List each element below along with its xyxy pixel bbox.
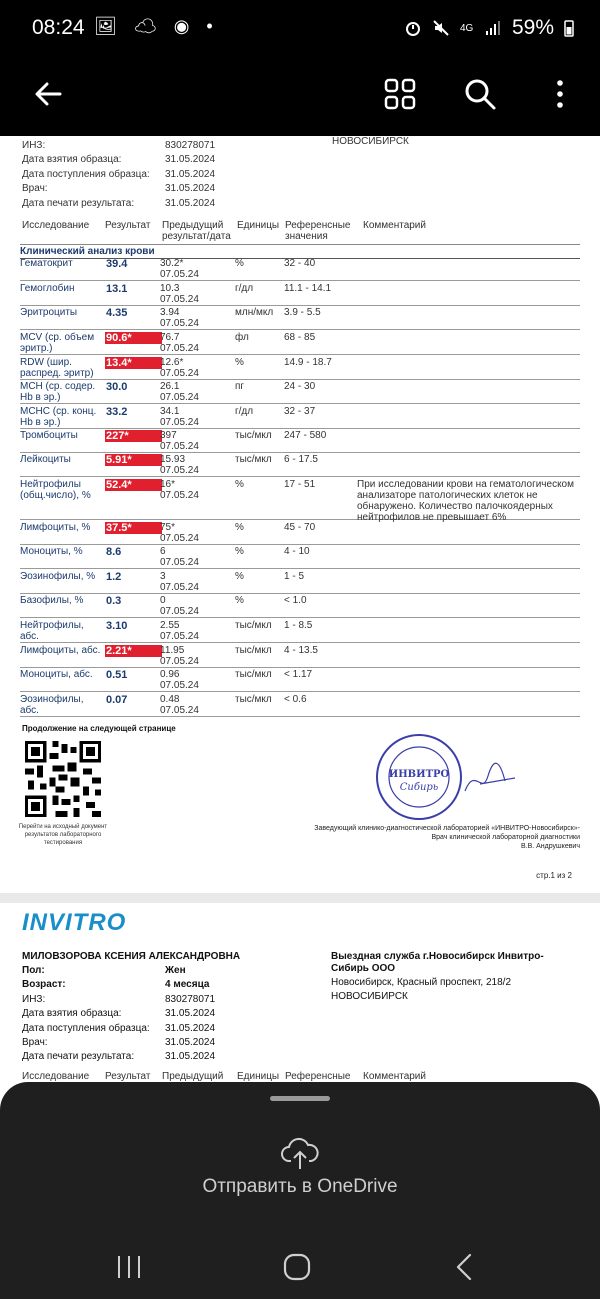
header-label: Дата взятия образца:: [22, 154, 122, 166]
table-row: [20, 569, 580, 594]
previous-date: 07.05.24: [160, 441, 199, 452]
test-reference: 14.9 - 18.7: [284, 357, 332, 368]
test-previous: [160, 694, 199, 716]
test-reference: 68 - 85: [284, 332, 316, 343]
test-previous: [160, 381, 199, 403]
alarm-icon: [404, 19, 422, 37]
test-unit: %: [235, 522, 244, 533]
test-result: 37.5*: [105, 522, 162, 534]
p2-col-comment: Комментарий: [363, 1071, 426, 1082]
test-reference: 4 - 13.5: [284, 645, 318, 656]
send-to-onedrive-button[interactable]: Отправить в OneDrive: [202, 1176, 398, 1197]
more-options-icon[interactable]: [542, 76, 578, 112]
previous-value: 10.3: [160, 283, 180, 294]
test-unit: тыс/мкл: [235, 645, 272, 656]
previous-date: 07.05.24: [160, 582, 199, 593]
city: НОВОСИБИРСК: [332, 136, 409, 147]
table-row: [20, 618, 580, 643]
continued-note: Продолжение на следующей странице: [22, 724, 176, 733]
clock: 08:24: [32, 16, 85, 39]
test-unit: %: [235, 546, 244, 557]
previous-date: 07.05.24: [160, 656, 199, 667]
patient-detail-label: Дата печати результата:: [22, 1051, 135, 1063]
test-name: Моноциты, абс.: [20, 669, 93, 680]
header-label: Дата поступления образца:: [22, 168, 150, 180]
table-row: [20, 379, 580, 404]
test-name: Базофилы, %: [20, 595, 84, 606]
header-label: Дата печати результата:: [22, 197, 135, 209]
test-reference: 11.1 - 14.1: [284, 283, 332, 294]
table-row: [20, 281, 580, 306]
test-previous: [160, 357, 199, 379]
test-result: 52.4*: [105, 479, 162, 491]
test-unit: %: [235, 357, 244, 368]
previous-date: 07.05.24: [160, 269, 199, 280]
patient-detail-value: 830278071: [165, 993, 216, 1005]
lab-signature-line3: В.В. Андрушкевич: [520, 843, 580, 850]
org-address: Новосибирск, Красный проспект, 218/2: [331, 977, 512, 988]
test-comment: При исследовании крови на гематологическом анализаторе патологических клеток не обнаружено. Количество палочкоядерных нейтрофилов не превышает 6%: [357, 479, 574, 523]
test-unit: г/дл: [235, 283, 254, 294]
test-reference: 32 - 37: [284, 406, 316, 417]
test-name: Нейтрофилы (общ.число), %: [20, 479, 91, 501]
patient-detail-value: Жен: [165, 965, 186, 976]
test-result: 8.6: [106, 546, 122, 558]
test-previous: [160, 332, 199, 354]
test-previous: [160, 454, 199, 476]
test-reference: < 1.17: [284, 669, 313, 680]
previous-value: 0.96: [160, 669, 180, 680]
test-name: MCH (ср. содер. Hb в эр.): [20, 381, 96, 403]
nav-back-icon[interactable]: [450, 1251, 480, 1283]
test-name: Гематокрит: [20, 258, 73, 269]
header-value: 830278071: [165, 140, 216, 151]
p2-col-result: Результат: [105, 1071, 151, 1082]
battery-percent: 59%: [511, 16, 554, 39]
patient-name: МИЛОВЗОРОВА КСЕНИЯ АЛЕКСАНДРОВНА: [22, 951, 241, 962]
previous-value: 12.6*: [160, 357, 184, 368]
test-previous: [160, 430, 199, 452]
previous-date: 07.05.24: [160, 465, 199, 476]
patient-detail-value: 31.05.2024: [165, 1008, 216, 1020]
p2-col-units: Единицы: [237, 1071, 280, 1082]
test-reference: 24 - 30: [284, 381, 316, 392]
page-number: стр.1 из 2: [536, 871, 572, 880]
document-viewer[interactable]: [0, 136, 600, 1082]
document-page-2: [0, 903, 600, 1082]
section-title: Клинический анализ крови: [20, 244, 580, 259]
test-unit: пг: [235, 381, 245, 392]
previous-date: 07.05.24: [160, 417, 199, 428]
qr-code-icon[interactable]: [25, 741, 101, 817]
previous-date: 07.05.24: [160, 680, 199, 691]
previous-date: 07.05.24: [160, 318, 199, 329]
col-comment: Комментарий: [363, 220, 426, 231]
page-separator: [0, 893, 600, 903]
patient-detail-value: 31.05.2024: [165, 1051, 216, 1063]
org-name: Выездная служба г.Новосибирск Инвитро-Сибирь ООО: [331, 951, 544, 974]
test-result: 0.07: [106, 694, 128, 706]
cloud-upload-icon[interactable]: [281, 1137, 319, 1171]
test-unit: %: [235, 479, 244, 490]
test-result: 0.3: [106, 595, 122, 607]
lab-signature-line2: Врач клинической лабораторной диагностики: [431, 834, 580, 841]
header-label: Врач:: [22, 183, 48, 195]
table-row: [20, 452, 580, 477]
test-name: Лейкоциты: [20, 454, 71, 465]
p2-col-reference: Референсные: [285, 1071, 351, 1082]
test-reference: < 1.0: [284, 595, 307, 606]
previous-value: 34.1: [160, 406, 180, 417]
notification-icons: 🖼 ☁ ◉ •: [94, 16, 219, 36]
document-page-1: [0, 136, 600, 893]
test-result: 90.6*: [105, 332, 162, 344]
previous-value: 0: [160, 595, 166, 606]
col-units: Единицы: [237, 220, 280, 231]
col-previous: Предыдущий результат/дата: [162, 220, 231, 242]
previous-date: 07.05.24: [160, 368, 199, 379]
battery-icon: [564, 19, 574, 37]
test-name: Эозинофилы, абс.: [20, 694, 84, 716]
test-unit: %: [235, 258, 244, 269]
previous-value: 2.55: [160, 620, 180, 631]
table-row: [20, 477, 580, 523]
test-unit: тыс/мкл: [235, 620, 272, 631]
test-name: Моноциты, %: [20, 546, 83, 557]
test-reference: 6 - 17.5: [284, 454, 318, 465]
network-type: 4G: [459, 22, 474, 34]
p2-col-test: Исследование: [22, 1071, 90, 1082]
app-bar: [0, 58, 600, 136]
p2-col-previous: Предыдущий: [162, 1071, 224, 1082]
table-row: [20, 330, 580, 355]
test-previous: [160, 479, 199, 501]
test-unit: тыс/мкл: [235, 454, 272, 465]
previous-value: 75*: [160, 522, 176, 533]
lab-signature: [220, 824, 580, 851]
previous-value: 11.95: [160, 645, 185, 656]
test-result: 5.91*: [105, 454, 162, 466]
test-result: 1.2: [106, 571, 122, 583]
test-name: MCV (ср. объем эритр.): [20, 332, 95, 354]
status-bar: [0, 0, 600, 58]
previous-value: 30.2*: [160, 258, 184, 269]
system-icons: [404, 16, 574, 40]
test-reference: 4 - 10: [284, 546, 310, 557]
table-row: [20, 667, 580, 692]
patient-detail-label: Врач:: [22, 1037, 48, 1048]
test-previous: [160, 546, 199, 568]
test-previous: [160, 669, 199, 691]
test-name: MCHC (ср. конц. Hb в эр.): [20, 406, 97, 428]
signature-icon: [460, 756, 520, 801]
test-unit: г/дл: [235, 406, 254, 417]
qr-caption: Перейти на исходный документ результатов лабораторного тестирования: [18, 824, 108, 846]
test-reference: 32 - 40: [284, 258, 316, 269]
previous-value: 3: [160, 571, 166, 582]
test-previous: [160, 522, 199, 544]
test-name: Лимфоциты, %: [20, 522, 91, 533]
header-value: 31.05.2024: [165, 183, 216, 195]
patient-detail-label: Пол:: [22, 965, 45, 976]
previous-date: 07.05.24: [160, 533, 199, 544]
table-row: [20, 692, 580, 717]
test-result: 2.21*: [105, 645, 162, 657]
test-name: Лимфоциты, абс.: [20, 645, 101, 656]
test-unit: %: [235, 571, 244, 582]
signal-icon: [484, 19, 502, 37]
header-value: 31.05.2024: [165, 197, 216, 209]
previous-value: 16*: [160, 479, 176, 490]
search-icon[interactable]: [462, 76, 498, 112]
table-row: [20, 256, 580, 281]
patient-detail-value: 4 месяца: [165, 979, 210, 991]
navigation-bar: [0, 1235, 600, 1299]
org-city: НОВОСИБИРСК: [331, 991, 408, 1002]
invitro-logo: INVITRO: [22, 909, 127, 936]
previous-value: 76.7: [160, 332, 180, 343]
patient-detail-value: 31.05.2024: [165, 1037, 216, 1048]
test-previous: [160, 645, 199, 667]
previous-date: 07.05.24: [160, 392, 199, 403]
patient-detail-label: Возраст:: [22, 979, 66, 991]
patient-detail-value: 31.05.2024: [165, 1022, 216, 1034]
grid-view-icon[interactable]: [382, 76, 418, 112]
test-reference: 1 - 5: [284, 571, 305, 582]
previous-date: 07.05.24: [160, 631, 199, 642]
previous-date: 07.05.24: [160, 343, 199, 354]
test-previous: [160, 595, 199, 617]
table-row: [20, 643, 580, 668]
table-row: [20, 544, 580, 569]
table-row: [20, 355, 580, 380]
test-previous: [160, 571, 199, 593]
test-name: Эритроциты: [20, 307, 78, 318]
patient-detail-label: Дата взятия образца:: [22, 1008, 122, 1020]
previous-value: 26.1: [160, 381, 180, 392]
test-previous: [160, 406, 199, 428]
test-reference: 3.9 - 5.5: [284, 307, 321, 318]
previous-date: 07.05.24: [160, 294, 199, 305]
test-name: Тромбоциты: [20, 430, 78, 441]
test-reference: < 0.6: [284, 694, 307, 705]
previous-date: 07.05.24: [160, 490, 199, 501]
table-row: [20, 520, 580, 545]
patient-detail-label: Дата поступления образца:: [22, 1022, 150, 1034]
previous-value: 6: [160, 546, 166, 557]
svg-text:Сибирь: Сибирь: [399, 782, 439, 793]
test-reference: 1 - 8.5: [284, 620, 313, 631]
test-name: Гемоглобин: [20, 283, 75, 294]
back-arrow-icon[interactable]: [30, 76, 66, 112]
test-reference: 17 - 51: [284, 479, 316, 490]
test-reference: 45 - 70: [284, 522, 316, 533]
test-name: Эозинофилы, %: [20, 571, 96, 582]
svg-text:ИНВИТРО: ИНВИТРО: [388, 769, 450, 780]
lab-stamp-icon: [375, 733, 463, 821]
test-reference: 247 - 580: [284, 430, 327, 441]
test-previous: [160, 258, 199, 280]
test-unit: тыс/мкл: [235, 694, 272, 705]
table-row: [20, 305, 580, 330]
sheet-handle[interactable]: [270, 1096, 330, 1101]
col-reference: Референсные значения: [285, 220, 351, 242]
test-result: 13.1: [106, 283, 128, 295]
previous-value: 397: [160, 430, 177, 441]
patient-detail-label: ИНЗ:: [22, 993, 46, 1005]
table-row: [20, 404, 580, 429]
lab-signature-line1: Заведующий клинико-диагностической лабораторией «ИНВИТРО-Новосибирск»-: [314, 825, 580, 832]
col-result: Результат: [105, 220, 151, 231]
test-name: RDW (шир. распред. эритр): [20, 357, 94, 379]
test-result: 3.10: [106, 620, 128, 632]
test-result: 0.51: [106, 669, 128, 681]
test-unit: тыс/мкл: [235, 669, 272, 680]
previous-value: 3.94: [160, 307, 180, 318]
test-previous: [160, 307, 199, 329]
test-name: Нейтрофилы, абс.: [20, 620, 84, 642]
recent-apps-icon[interactable]: [114, 1251, 144, 1283]
previous-date: 07.05.24: [160, 606, 199, 617]
test-result: 227*: [105, 430, 162, 442]
test-unit: млн/мкл: [235, 307, 274, 318]
previous-value: 0.48: [160, 694, 180, 705]
table-row: [20, 593, 580, 618]
header-label: ИНЗ:: [22, 140, 46, 151]
header-value: 31.05.2024: [165, 154, 216, 166]
test-result: 39.4: [106, 258, 128, 270]
previous-value: 15.93: [160, 454, 186, 465]
test-previous: [160, 620, 199, 642]
col-test: Исследование: [22, 220, 90, 231]
test-result: 30.0: [106, 381, 128, 393]
home-icon[interactable]: [282, 1251, 312, 1283]
test-result: 4.35: [106, 307, 128, 319]
previous-date: 07.05.24: [160, 557, 199, 568]
header-value: 31.05.2024: [165, 168, 216, 180]
mute-icon: [432, 19, 450, 37]
test-unit: тыс/мкл: [235, 430, 272, 441]
test-unit: фл: [235, 332, 249, 343]
test-unit: %: [235, 595, 244, 606]
previous-date: 07.05.24: [160, 705, 199, 716]
test-previous: [160, 283, 199, 305]
table-row: [20, 428, 580, 453]
test-result: 13.4*: [105, 357, 162, 369]
test-result: 33.2: [106, 406, 128, 418]
